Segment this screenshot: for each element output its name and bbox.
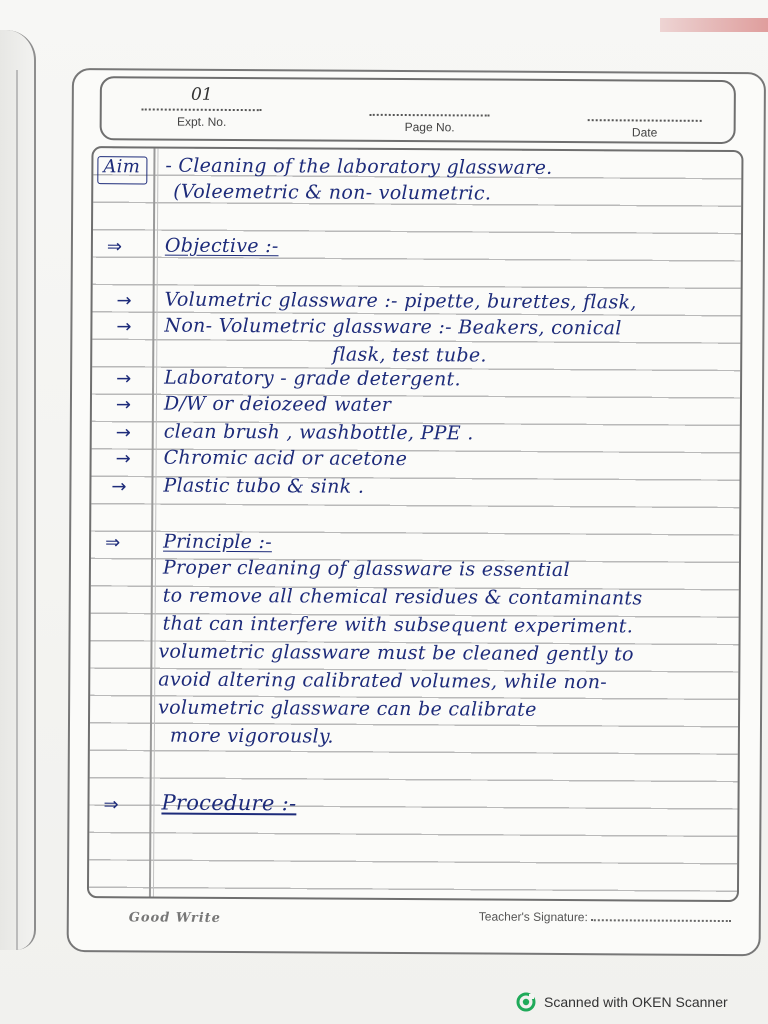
principle-line-5: avoid altering calibrated volumes, while non- — [158, 668, 608, 694]
objective-arrow-8: → — [111, 476, 127, 498]
objective-arrow-6: → — [115, 422, 131, 444]
page-header — [100, 76, 736, 144]
aim-line-1: - Cleaning of the laboratory glassware. — [165, 154, 553, 179]
objective-arrow-4: → — [116, 368, 132, 390]
page-no-label: Page No. — [404, 120, 455, 135]
aim-line-2: (Voleemetric & non- volumetric. — [173, 180, 492, 205]
scanner-watermark — [516, 992, 728, 1012]
notebook-brand: Good Write — [128, 910, 221, 926]
teacher-signature-field — [479, 909, 731, 926]
date-label: Date — [631, 125, 658, 140]
notebook-spine — [0, 30, 36, 950]
procedure-arrow: ⇒ — [103, 794, 119, 816]
objective-arrow: ⇒ — [106, 236, 123, 258]
page-no-field — [370, 100, 490, 135]
principle-line-7: more vigorously. — [169, 724, 334, 748]
oken-scanner-logo-icon — [516, 992, 536, 1012]
objective-item-5: D/W or deiozeed water — [163, 392, 392, 416]
objective-arrow-1: → — [116, 290, 132, 312]
expt-no-value: 01 — [190, 84, 213, 105]
objective-arrow-2: → — [116, 316, 132, 338]
objective-item-4: Laboratory - grade detergent. — [164, 366, 461, 391]
objective-item-2: Non- Volumetric glassware :- Beakers, conical — [164, 314, 622, 340]
objective-item-8: Plastic tubo & sink . — [163, 474, 365, 498]
principle-line-2: to remove all chemical residues & contaminants — [162, 584, 643, 610]
spine-line — [16, 70, 18, 950]
principle-line-3: that can interfere with subsequent experiment. — [162, 612, 634, 638]
objective-item-7: Chromic acid or acetone — [163, 446, 408, 471]
notebook-page — [67, 68, 766, 956]
principle-line-6: volumetric glassware can be calibrate — [158, 696, 537, 721]
ruled-writing-area — [87, 146, 744, 902]
objective-heading: Objective :- — [164, 234, 279, 258]
teacher-signature-line — [591, 909, 731, 922]
date-field — [588, 105, 702, 140]
principle-line-4: volumetric glassware must be cleaned gently to — [158, 640, 634, 666]
objective-arrow-5: → — [115, 394, 132, 416]
objective-item-6: clean brush , washbottle, PPE . — [163, 420, 474, 445]
aim-label: Aim — [103, 156, 141, 178]
procedure-heading: Procedure :- — [161, 790, 297, 816]
principle-line-1: Proper cleaning of glassware is essential — [162, 556, 570, 582]
expt-no-field — [142, 84, 262, 129]
principle-arrow: ⇒ — [105, 532, 121, 554]
objective-item-2-continued: flask, test tube. — [332, 343, 487, 367]
scanner-watermark-text: Scanned with OKEN Scanner — [544, 994, 728, 1010]
corner-color-mark — [660, 18, 768, 32]
teacher-signature-label: Teacher's Signature: — [478, 909, 588, 925]
principle-heading: Principle :- — [163, 530, 273, 554]
expt-no-label: Expt. No. — [176, 114, 227, 129]
objective-arrow-7: → — [115, 448, 131, 470]
objective-item-1: Volumetric glassware :- pipette, burettes, flask, — [164, 288, 637, 314]
